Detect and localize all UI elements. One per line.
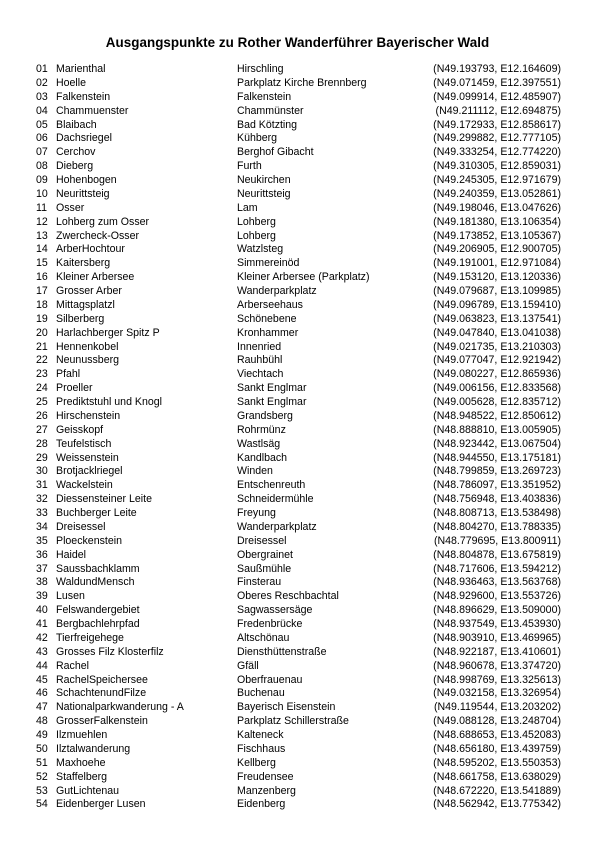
list-item <box>36 271 561 285</box>
list-item <box>36 146 561 160</box>
start-location: Parkplatz Kirche Brennberg <box>237 76 367 89</box>
gps-coordinates: (N48.944550, E13.175181) <box>433 451 561 464</box>
row-number: 43 <box>36 645 48 658</box>
gps-coordinates: (N48.595202, E13.550353) <box>433 756 561 769</box>
gps-coordinates: (N48.922187, E13.410601) <box>433 645 561 658</box>
list-item <box>36 285 561 299</box>
list-item <box>36 313 561 327</box>
route-name: Weissenstein <box>56 451 119 464</box>
route-name: Bergbachlehrpfad <box>56 618 140 630</box>
start-location: Wastlsäg <box>237 437 281 450</box>
start-location: Viechtach <box>237 368 284 381</box>
row-number: 15 <box>36 257 48 270</box>
row-number: 14 <box>36 243 48 256</box>
row-number: 48 <box>36 715 48 728</box>
list-item <box>36 188 561 202</box>
row-number: 40 <box>36 604 48 617</box>
start-location: Berghof Gibacht <box>237 146 314 159</box>
route-name: Dachsriegel <box>56 132 112 145</box>
route-name: Proeller <box>56 382 93 395</box>
gps-coordinates: (N49.299882, E12.777105) <box>433 132 561 145</box>
list-item <box>36 452 561 466</box>
route-name: Falkenstein <box>56 90 111 103</box>
gps-coordinates: (N48.804878, E13.675819) <box>433 548 561 561</box>
route-name: Saussbachklamm <box>56 562 140 575</box>
route-name: Wackelstein <box>56 479 113 492</box>
starting-points-list <box>36 63 561 812</box>
start-location: Freudensee <box>237 770 294 783</box>
list-item <box>36 202 561 216</box>
gps-coordinates: (N49.077047, E12.921942) <box>433 354 561 367</box>
route-name: Hirschenstein <box>56 409 121 422</box>
route-name: Kleiner Arbersee <box>56 271 135 284</box>
start-location: Oberes Reschbachtal <box>237 590 339 603</box>
route-name: Maxhoehe <box>56 756 106 769</box>
list-item <box>36 674 561 688</box>
route-name: Haidel <box>56 548 87 561</box>
gps-coordinates: (N48.896629, E13.509000) <box>433 604 561 617</box>
route-name: Grosses Filz Klosterfilz <box>56 645 164 658</box>
route-name: GutLichtenau <box>56 784 120 797</box>
start-location: Kellberg <box>237 756 276 769</box>
gps-coordinates: (N49.071459, E12.397551) <box>433 76 561 89</box>
gps-coordinates: (N49.088128, E13.248704) <box>433 715 561 728</box>
gps-coordinates: (N48.799859, E13.269723) <box>433 465 561 478</box>
route-name: Teufelstisch <box>56 437 112 450</box>
row-number: 20 <box>36 326 48 339</box>
gps-coordinates: (N48.804270, E13.788335) <box>433 520 561 533</box>
list-item <box>36 507 561 521</box>
list-item <box>36 230 561 244</box>
list-item <box>36 785 561 799</box>
gps-coordinates: (N48.779695, E13.800911) <box>433 534 561 547</box>
gps-coordinates: (N48.672220, E13.541889) <box>433 784 561 797</box>
start-location: Manzenberg <box>237 784 296 797</box>
start-location: Entschenreuth <box>237 479 306 492</box>
list-item <box>36 77 561 91</box>
route-name: Geisskopf <box>56 423 104 436</box>
route-name: Zwercheck-Osser <box>56 229 139 242</box>
start-location: Neurittsteig <box>237 187 291 200</box>
start-location: Kronhammer <box>237 326 299 339</box>
start-location: Freyung <box>237 507 276 519</box>
row-number: 53 <box>36 784 48 797</box>
route-name: Neunussberg <box>56 354 120 367</box>
route-name: Hoelle <box>56 76 87 89</box>
start-location: Sankt Englmar <box>237 382 307 395</box>
route-name: Harlachberger Spitz P <box>56 326 160 339</box>
route-name: Diessensteiner Leite <box>56 493 152 506</box>
list-item <box>36 576 561 590</box>
list-item <box>36 479 561 493</box>
list-item <box>36 382 561 396</box>
list-item <box>36 521 561 535</box>
row-number: 52 <box>36 770 48 783</box>
row-number: 35 <box>36 534 48 547</box>
gps-coordinates: (N49.021735, E13.210303) <box>433 340 561 353</box>
gps-coordinates: (N49.191001, E12.971084) <box>433 257 561 270</box>
start-location: Parkplatz Schillerstraße <box>237 715 349 728</box>
row-number: 07 <box>36 146 48 159</box>
start-location: Lohberg <box>237 215 276 228</box>
list-item <box>36 160 561 174</box>
start-location: Saußmühle <box>237 562 292 575</box>
list-item <box>36 535 561 549</box>
start-location: Eidenberg <box>237 798 286 811</box>
gps-coordinates: (N49.181380, E13.106354) <box>433 215 561 228</box>
gps-coordinates: (N48.888810, E13.005905) <box>433 423 561 436</box>
row-number: 12 <box>36 215 48 228</box>
row-number: 01 <box>36 63 48 75</box>
start-location: Sankt Englmar <box>237 396 307 408</box>
route-name: Silberberg <box>56 312 105 325</box>
route-name: Marienthal <box>56 63 106 75</box>
gps-coordinates: (N48.923442, E13.067504) <box>433 437 561 450</box>
route-name: Tierfreigehege <box>56 631 124 644</box>
start-location: Lam <box>237 201 258 214</box>
gps-coordinates: (N49.005628, E12.835712) <box>433 396 561 408</box>
start-location: Kleiner Arbersee (Parkplatz) <box>237 271 370 284</box>
row-number: 47 <box>36 701 48 714</box>
start-location: Schneidermühle <box>237 493 314 506</box>
list-item <box>36 63 561 77</box>
row-number: 44 <box>36 659 48 672</box>
route-name: Dreisessel <box>56 520 106 533</box>
route-name: Dieberg <box>56 160 94 173</box>
route-name: Eidenberger Lusen <box>56 798 146 811</box>
gps-coordinates: (N48.998769, E13.325613) <box>433 673 561 686</box>
list-item <box>36 729 561 743</box>
gps-coordinates: (N49.245305, E12.971679) <box>433 174 561 186</box>
gps-coordinates: (N48.786097, E13.351952) <box>433 479 561 492</box>
row-number: 21 <box>36 340 48 353</box>
gps-coordinates: (N49.119544, E13.203202) <box>433 701 561 714</box>
gps-coordinates: (N48.808713, E13.538498) <box>433 507 561 519</box>
start-location: Oberfrauenau <box>237 673 303 686</box>
row-number: 27 <box>36 423 48 436</box>
row-number: 33 <box>36 507 48 519</box>
route-name: GrosserFalkenstein <box>56 715 148 728</box>
route-name: Hennenkobel <box>56 340 119 353</box>
list-item <box>36 660 561 674</box>
list-item <box>36 216 561 230</box>
start-location: Obergrainet <box>237 548 293 561</box>
row-number: 22 <box>36 354 48 367</box>
start-location: Schönebene <box>237 312 297 325</box>
start-location: Dreisessel <box>237 534 287 547</box>
start-location: Rauhbühl <box>237 354 283 367</box>
row-number: 02 <box>36 76 48 89</box>
row-number: 46 <box>36 687 48 700</box>
row-number: 51 <box>36 756 48 769</box>
start-location: Buchenau <box>237 687 285 700</box>
route-name: Buchberger Leite <box>56 507 137 519</box>
start-location: Finsterau <box>237 576 282 589</box>
route-name: Lohberg zum Osser <box>56 215 150 228</box>
row-number: 19 <box>36 312 48 325</box>
row-number: 28 <box>36 437 48 450</box>
start-location: Bayerisch Eisenstein <box>237 701 336 714</box>
start-location: Innenried <box>237 340 282 353</box>
list-item <box>36 105 561 119</box>
gps-coordinates: (N48.688653, E13.452083) <box>433 729 561 741</box>
gps-coordinates: (N48.936463, E13.563768) <box>433 576 561 589</box>
row-number: 06 <box>36 132 48 145</box>
row-number: 34 <box>36 520 48 533</box>
route-name: Ilztalwanderung <box>56 742 131 755</box>
row-number: 39 <box>36 590 48 603</box>
start-location: Arberseehaus <box>237 298 303 311</box>
row-number: 30 <box>36 465 48 478</box>
start-location: Grandsberg <box>237 409 293 422</box>
row-number: 23 <box>36 368 48 381</box>
route-name: Nationalparkwanderung - A <box>56 701 184 714</box>
gps-coordinates: (N49.096789, E13.159410) <box>433 298 561 311</box>
list-item <box>36 438 561 452</box>
route-name: Lusen <box>56 590 85 603</box>
row-number: 09 <box>36 174 48 186</box>
row-number: 38 <box>36 576 48 589</box>
row-number: 42 <box>36 631 48 644</box>
gps-coordinates: (N49.080227, E12.865936) <box>433 368 561 381</box>
start-location: Winden <box>237 465 273 478</box>
route-name: RachelSpeichersee <box>56 673 148 686</box>
list-item <box>36 563 561 577</box>
gps-coordinates: (N49.172933, E12.858617) <box>433 118 561 131</box>
list-item <box>36 132 561 146</box>
list-item <box>36 549 561 563</box>
gps-coordinates: (N48.960678, E13.374720) <box>433 659 561 672</box>
row-number: 08 <box>36 160 48 173</box>
gps-coordinates: (N49.206905, E12.900705) <box>433 243 561 256</box>
start-location: Neukirchen <box>237 174 291 186</box>
route-name: Chammuenster <box>56 104 129 117</box>
route-name: ArberHochtour <box>56 243 125 256</box>
gps-coordinates: (N48.656180, E13.439759) <box>433 742 561 755</box>
gps-coordinates: (N48.903910, E13.469965) <box>433 631 561 644</box>
start-location: Kühberg <box>237 132 278 145</box>
gps-coordinates: (N48.661758, E13.638029) <box>433 770 561 783</box>
gps-coordinates: (N48.756948, E13.403836) <box>433 493 561 506</box>
start-location: Fredenbrücke <box>237 618 303 630</box>
route-name: SchachtenundFilze <box>56 687 147 700</box>
list-item <box>36 715 561 729</box>
gps-coordinates: (N49.032158, E13.326954) <box>433 687 561 700</box>
gps-coordinates: (N49.173852, E13.105367) <box>433 229 561 242</box>
start-location: Furth <box>237 160 262 173</box>
route-name: Ilzmuehlen <box>56 729 108 741</box>
row-number: 11 <box>36 201 47 214</box>
route-name: Neurittsteig <box>56 187 110 200</box>
row-number: 24 <box>36 382 48 395</box>
list-item <box>36 632 561 646</box>
row-number: 04 <box>36 104 48 117</box>
start-location: Watzlsteg <box>237 243 284 256</box>
list-item <box>36 493 561 507</box>
list-item <box>36 465 561 479</box>
row-number: 36 <box>36 548 48 561</box>
row-number: 05 <box>36 118 48 131</box>
row-number: 13 <box>36 229 48 242</box>
gps-coordinates: (N49.211112, E12.694875) <box>435 104 561 117</box>
list-item <box>36 757 561 771</box>
row-number: 18 <box>36 298 48 311</box>
route-name: Brotjacklriegel <box>56 465 123 478</box>
gps-coordinates: (N49.240359, E13.052861) <box>433 187 561 200</box>
route-name: Prediktstuhl und Knogl <box>56 396 163 408</box>
gps-coordinates: (N48.937549, E13.453930) <box>433 618 561 630</box>
gps-coordinates: (N49.063823, E13.137541) <box>433 312 561 325</box>
row-number: 25 <box>36 396 48 408</box>
start-location: Rohrmünz <box>237 423 286 436</box>
list-item <box>36 327 561 341</box>
list-item <box>36 119 561 133</box>
route-name: Kaitersberg <box>56 257 111 270</box>
route-name: Hohenbogen <box>56 174 117 186</box>
gps-coordinates: (N48.929600, E13.553726) <box>433 590 561 603</box>
page-title: Ausgangspunkte zu Rother Wanderführer Bayerischer Wald <box>105 35 490 50</box>
row-number: 45 <box>36 673 48 686</box>
row-number: 37 <box>36 562 48 575</box>
gps-coordinates: (N48.948522, E12.850612) <box>433 409 561 422</box>
row-number: 49 <box>36 729 48 741</box>
start-location: Wanderparkplatz <box>237 285 317 297</box>
list-item <box>36 91 561 105</box>
list-item <box>36 354 561 368</box>
list-item <box>36 243 561 257</box>
gps-coordinates: (N49.047840, E13.041038) <box>433 326 561 339</box>
start-location: Kalteneck <box>237 729 284 741</box>
start-location: Altschönau <box>237 631 290 644</box>
route-name: Cerchov <box>56 146 96 159</box>
route-name: Staffelberg <box>56 770 108 783</box>
list-item <box>36 687 561 701</box>
list-item <box>36 743 561 757</box>
gps-coordinates: (N48.717606, E13.594212) <box>433 562 561 575</box>
gps-coordinates: (N49.099914, E12.485907) <box>433 90 561 103</box>
row-number: 26 <box>36 409 48 422</box>
route-name: Blaibach <box>56 118 97 131</box>
list-item <box>36 174 561 188</box>
list-item <box>36 604 561 618</box>
route-name: Osser <box>56 201 85 214</box>
list-item <box>36 798 561 812</box>
gps-coordinates: (N49.333254, E12.774220) <box>433 146 561 159</box>
list-item <box>36 299 561 313</box>
row-number: 16 <box>36 271 48 284</box>
start-location: Bad Kötzting <box>237 118 298 131</box>
gps-coordinates: (N49.079687, E13.109985) <box>433 285 561 297</box>
start-location: Kandlbach <box>237 451 288 464</box>
list-item <box>36 424 561 438</box>
start-location: Falkenstein <box>237 90 292 103</box>
list-item <box>36 368 561 382</box>
row-number: 41 <box>36 618 48 630</box>
start-location: Hirschling <box>237 63 284 75</box>
route-name: Pfahl <box>56 368 81 381</box>
list-item <box>36 590 561 604</box>
gps-coordinates: (N49.193793, E12.164609) <box>433 63 561 75</box>
route-name: Grosser Arber <box>56 285 122 297</box>
list-item <box>36 396 561 410</box>
list-item <box>36 646 561 660</box>
route-name: Felswandergebiet <box>56 604 140 617</box>
row-number: 03 <box>36 90 48 103</box>
list-item <box>36 257 561 271</box>
row-number: 29 <box>36 451 48 464</box>
start-location: Gfäll <box>237 659 259 672</box>
row-number: 54 <box>36 798 48 811</box>
start-location: Wanderparkplatz <box>237 520 317 533</box>
start-location: Lohberg <box>237 229 276 242</box>
route-name: Mittagsplatzl <box>56 298 115 311</box>
start-location: Diensthüttenstraße <box>237 645 327 658</box>
list-item <box>36 341 561 355</box>
row-number: 10 <box>36 187 48 200</box>
row-number: 31 <box>36 479 48 492</box>
gps-coordinates: (N49.153120, E13.120336) <box>433 271 561 284</box>
gps-coordinates: (N49.006156, E12.833568) <box>433 382 561 395</box>
row-number: 17 <box>36 285 48 297</box>
list-item <box>36 410 561 424</box>
list-item <box>36 701 561 715</box>
route-name: Rachel <box>56 659 89 672</box>
list-item <box>36 618 561 632</box>
gps-coordinates: (N48.562942, E13.775342) <box>433 798 561 811</box>
row-number: 50 <box>36 742 48 755</box>
gps-coordinates: (N49.198046, E13.047626) <box>433 201 561 214</box>
start-location: Chammünster <box>237 104 304 117</box>
row-number: 32 <box>36 493 48 506</box>
list-item <box>36 771 561 785</box>
route-name: WaldundMensch <box>56 576 135 589</box>
route-name: Ploeckenstein <box>56 534 122 547</box>
start-location: Sagwassersäge <box>237 604 313 617</box>
start-location: Simmereinöd <box>237 257 300 270</box>
gps-coordinates: (N49.310305, E12.859031) <box>433 160 561 173</box>
start-location: Fischhaus <box>237 742 286 755</box>
